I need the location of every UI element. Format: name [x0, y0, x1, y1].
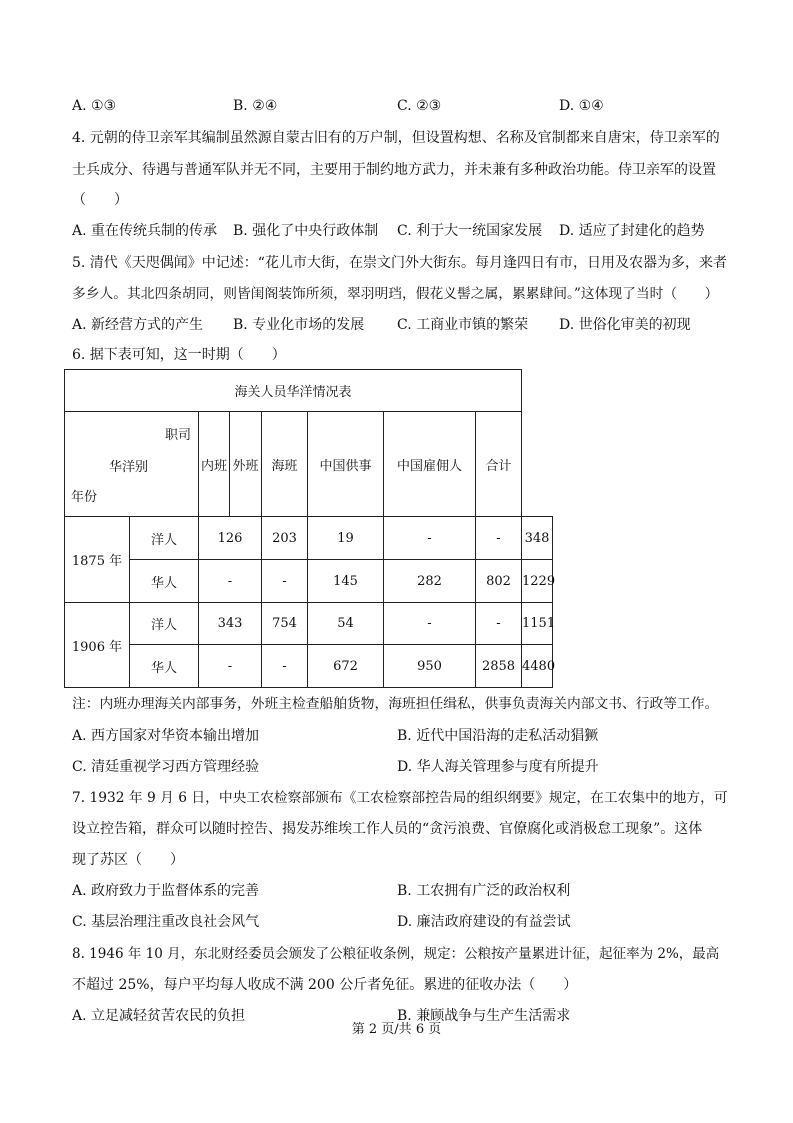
cell: 282 [384, 560, 476, 603]
page-footer: 第 2 页/共 6 页 [351, 1022, 442, 1037]
table-corner-cell [65, 412, 199, 517]
header-clerk: 中国供事 [308, 412, 384, 517]
cell: 145 [308, 560, 384, 603]
q3-option-a: A. ①③ [72, 98, 117, 114]
q6-option-a: A. 西方国家对华资本输出增加 [72, 728, 260, 744]
header-inner: 内班 [199, 412, 230, 517]
q6-option-c: C. 清廷重视学习西方管理经验 [72, 759, 260, 775]
q4-option-b: B. 强化了中央行政体制 [233, 223, 379, 239]
q7-stem-line3: 现了苏区（ ） [72, 852, 184, 868]
q5-option-c: C. 工商业市镇的繁荣 [397, 317, 529, 333]
q6-table-note: 注：内班办理海关内部事务，外班主检查船舶货物，海班担任缉私，供事负责海关内部文书、行政等工作。 [72, 696, 719, 712]
q4-option-d: D. 适应了封建化的趋势 [559, 223, 705, 239]
corner-label-year: 年份 [71, 490, 98, 505]
type-cell: 华人 [130, 645, 199, 688]
cell: 54 [308, 603, 384, 645]
cell: - [199, 645, 262, 688]
cell: 343 [199, 603, 262, 645]
type-cell: 华人 [130, 560, 199, 603]
q4-stem-line2: 士兵成分、待遇与普通军队并无不同，主要用于制约地方武力，并未兼有多种政治功能。侍卫亲军的设置 [72, 162, 716, 178]
cell: 4480 [522, 645, 553, 688]
header-employee: 中国雇佣人 [384, 412, 476, 517]
cell: 1229 [522, 560, 553, 603]
q5-stem-line2: 多乡人。其北四条胡同，则皆闺阁装饰所须，翠羽明珰，假花义髻之属，累累肆间。”这体现了当时（ ） [72, 286, 719, 302]
cell: 126 [199, 517, 262, 560]
q6-option-d: D. 华人海关管理参与度有所提升 [397, 759, 599, 775]
corner-label-nationality: 华洋别 [109, 460, 149, 475]
q8-stem-line1: 8. 1946 年 10 月，东北财经委员会颁发了公粮征收条例，规定：公粮按产量累进计征，起征率为 2%，最高 [72, 946, 720, 962]
q6-option-b: B. 近代中国沿海的走私活动猖獗 [397, 728, 599, 744]
cell: 348 [522, 517, 553, 560]
q7-option-c: C. 基层治理注重改良社会风气 [72, 914, 260, 930]
q4-stem-line1: 4. 元朝的侍卫亲军其编制虽然源自蒙古旧有的万户制，但设置构想、名称及官制都来自唐宋，侍卫亲军的 [72, 130, 720, 146]
cell: - [476, 517, 522, 560]
header-marine: 海班 [262, 412, 308, 517]
q8-stem-line2: 不超过 25%，每户平均每人收成不满 200 公斤者免征。累进的征收办法（ ） [72, 977, 578, 993]
type-cell: 洋人 [130, 603, 199, 645]
cell: - [199, 560, 262, 603]
q8-option-a: A. 立足减轻贫苦农民的负担 [72, 1008, 246, 1024]
cell: 1151 [522, 603, 553, 645]
q7-option-d: D. 廉洁政府建设的有益尝试 [397, 914, 571, 930]
q3-option-c: C. ②③ [397, 98, 442, 114]
q7-option-a: A. 政府致力于监督体系的完善 [72, 883, 260, 899]
cell: 950 [384, 645, 476, 688]
cell: - [262, 560, 308, 603]
year-cell: 1875 年 [65, 517, 130, 603]
header-outer: 外班 [230, 412, 262, 517]
q5-stem-line1: 5. 清代《天咫偶闻》中记述：“花儿市大街，在崇文门外大街东。每月逢四日有市，日用及农器为多，来者 [72, 255, 727, 271]
table-row [65, 603, 553, 645]
table-row [65, 645, 553, 688]
q8-option-b: B. 兼顾战争与生产生活需求 [397, 1008, 571, 1024]
cell: - [384, 603, 476, 645]
table-row [65, 517, 553, 560]
cell: - [262, 645, 308, 688]
cell: 672 [308, 645, 384, 688]
cell: 19 [308, 517, 384, 560]
q4-option-c: C. 利于大一统国家发展 [397, 223, 543, 239]
corner-label-post: 职司 [165, 428, 192, 443]
q5-option-a: A. 新经营方式的产生 [72, 317, 204, 333]
cell: 802 [476, 560, 522, 603]
header-total: 合计 [476, 412, 522, 517]
type-cell: 洋人 [130, 517, 199, 560]
cell: - [476, 603, 522, 645]
customs-staff-table [64, 369, 556, 688]
table-row [65, 560, 553, 603]
cell: 203 [262, 517, 308, 560]
q5-option-d: D. 世俗化审美的初现 [559, 317, 691, 333]
q7-stem-line1: 7. 1932 年 9 月 6 日，中央工农检察部颁布《工农检察部控告局的组织纲要》规定，在工农集中的地方，可 [72, 790, 728, 806]
q5-option-b: B. 专业化市场的发展 [233, 317, 365, 333]
cell: - [384, 517, 476, 560]
year-cell: 1906 年 [65, 603, 130, 688]
q4-option-a: A. 重在传统兵制的传承 [72, 223, 218, 239]
q7-stem-line2: 设立控告箱，群众可以随时控告、揭发苏维埃工作人员的“贪污浪费、官僚腐化或消极怠工现象”。这体 [72, 821, 703, 837]
table-title: 海关人员华洋情况表 [65, 370, 522, 412]
q6-stem: 6. 据下表可知，这一时期（ ） [72, 347, 286, 363]
q3-option-d: D. ①④ [559, 98, 604, 114]
cell: 2858 [476, 645, 522, 688]
cell: 754 [262, 603, 308, 645]
q3-option-b: B. ②④ [233, 98, 278, 114]
q4-stem-line3: （ ） [72, 192, 128, 208]
q7-option-b: B. 工农拥有广泛的政治权利 [397, 883, 571, 899]
